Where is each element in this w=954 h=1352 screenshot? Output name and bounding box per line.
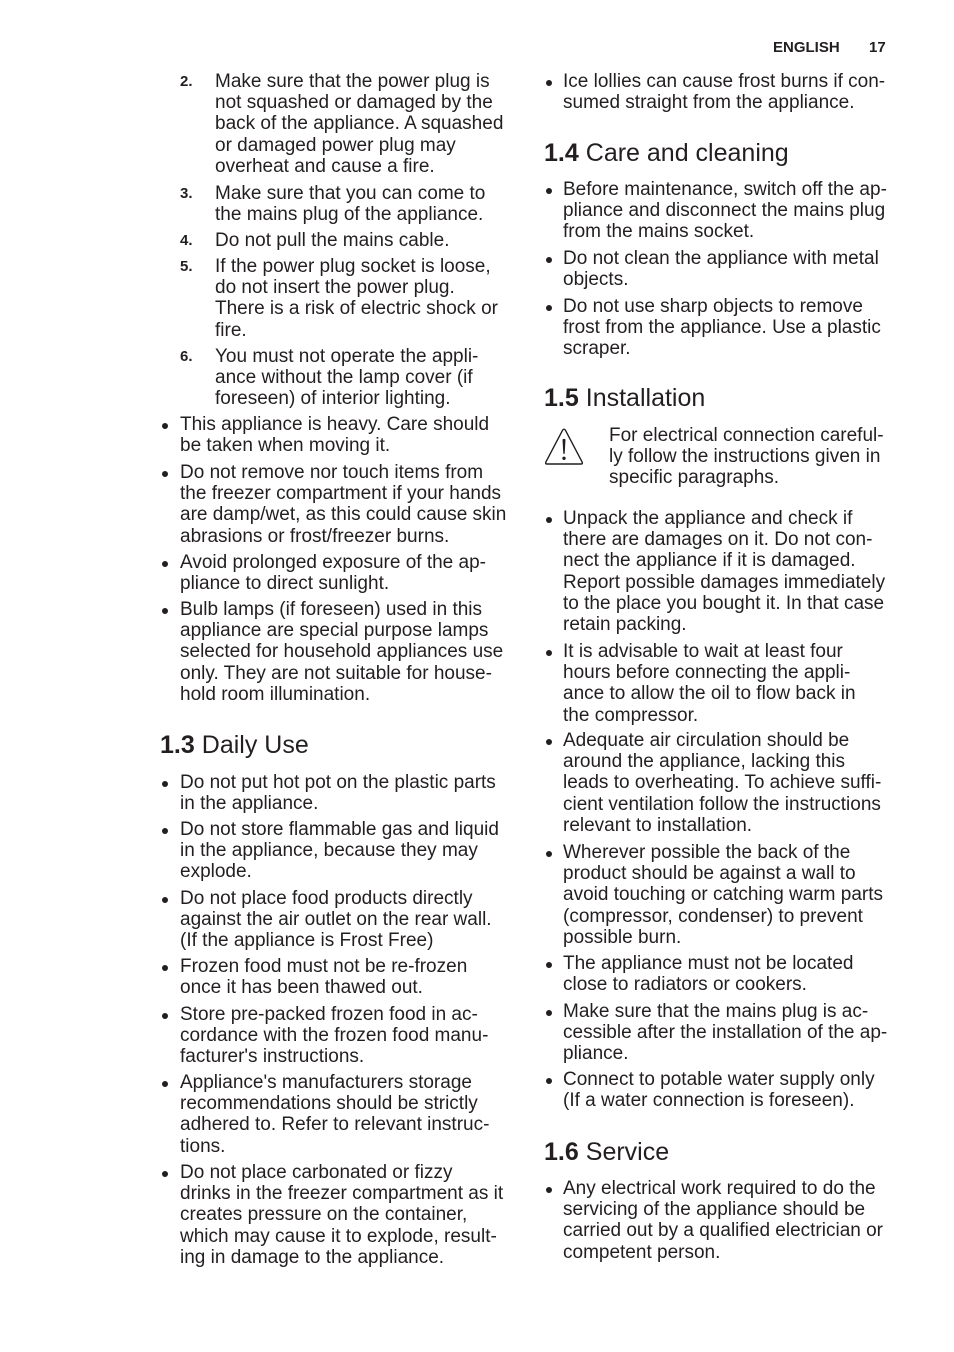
bullet-item — [563, 1178, 883, 1263]
bullet-text: Avoid prolonged exposure of the ap- pliance to direct sunlight. — [180, 552, 486, 595]
warning-note — [609, 425, 884, 489]
bullet-item — [180, 888, 492, 952]
bullet-text: It is advisable to wait at least four hours before connecting the appli- ance to allow the oil to flow back in the compressor. — [563, 641, 856, 726]
bullet-icon — [546, 188, 552, 194]
bullet-item — [180, 599, 503, 705]
bullet-icon — [546, 80, 552, 86]
bullet-icon — [546, 1187, 552, 1193]
section-number: 1.4 — [544, 139, 579, 167]
bullet-item — [563, 842, 883, 948]
item-number: 4. — [180, 232, 193, 249]
bullet-icon — [162, 608, 168, 614]
bullet-item — [563, 508, 885, 635]
bullet-icon — [162, 828, 168, 834]
numbered-list-item — [180, 71, 504, 177]
bullet-item — [563, 296, 881, 360]
bullet-text: Appliance's manufacturers storage recommendations should be strictly adhered to. Refer to relevant instruc- tions. — [180, 1072, 490, 1157]
section-number: 1.6 — [544, 1138, 579, 1166]
bullet-text: Connect to potable water supply only (If a water connection is foreseen). — [563, 1069, 875, 1112]
bullet-text: Any electrical work required to do the servicing of the appliance should be carried out by a qualified electrician or competent person. — [563, 1178, 884, 1263]
bullet-icon — [162, 781, 168, 787]
item-text: Make sure that you can come to the mains plug of the appliance. — [215, 183, 486, 226]
page-header-language: ENGLISH — [773, 39, 840, 56]
bullet-item — [563, 1001, 887, 1065]
page-number: 17 — [869, 39, 886, 56]
section-heading — [544, 383, 705, 413]
bullet-text: The appliance must not be located close to radiators or cookers. — [563, 953, 854, 996]
bullet-text: Wherever possible the back of the product should be against a wall to avoid touching or catching warm parts (compressor, condenser) to prevent possible burn. — [563, 842, 883, 948]
bullet-text: Unpack the appliance and check if there are damages on it. Do not con- nect the appliance if it is damaged. Report possible damages immediately to the place you bought it. In that case retain packing. — [563, 508, 886, 636]
item-number: 2. — [180, 73, 193, 90]
item-text: Make sure that the power plug is not squashed or damaged by the back of the appliance. A squashed or damaged power plug may overheat and cause a fire. — [215, 71, 504, 177]
bullet-text: Ice lollies can cause frost burns if con- sumed straight from the appliance. — [563, 71, 886, 114]
bullet-icon — [546, 305, 552, 311]
bullet-text: Bulb lamps (if foreseen) used in this appliance are special purpose lamps selected for household appliances use only. They are not suitable for house- hold room illumination. — [180, 599, 504, 705]
bullet-icon — [162, 1171, 168, 1177]
bullet-text: Do not clean the appliance with metal objects. — [563, 248, 879, 291]
bullet-icon — [162, 471, 168, 477]
bullet-text: Do not use sharp objects to remove frost from the appliance. Use a plastic scraper. — [563, 296, 881, 360]
bullet-item — [563, 71, 885, 113]
bullet-item — [180, 956, 467, 998]
bullet-text: Before maintenance, switch off the ap- pliance and disconnect the mains plug from the mains socket. — [563, 179, 887, 243]
item-number: 6. — [180, 348, 193, 365]
section-heading — [160, 730, 309, 760]
warning-text: For electrical connection careful- ly follow the instructions given in specific paragraphs. — [609, 425, 884, 489]
bullet-icon — [162, 965, 168, 971]
bullet-text: Do not remove nor touch items from the freezer compartment if your hands are damp/wet, as this could cause skin abrasions or frost/freezer burns. — [180, 462, 507, 547]
bullet-item — [180, 772, 496, 814]
bullet-item — [180, 462, 506, 547]
bullet-text: This appliance is heavy. Care should be taken when moving it. — [180, 414, 490, 457]
section-title: Installation — [585, 384, 706, 412]
bullet-item — [180, 1004, 488, 1068]
bullet-item — [180, 414, 489, 456]
bullet-icon — [546, 1010, 552, 1016]
bullet-text: Do not put hot pot on the plastic parts in the appliance. — [180, 772, 496, 815]
bullet-icon — [162, 1081, 168, 1087]
bullet-icon — [546, 257, 552, 263]
bullet-icon — [546, 962, 552, 968]
bullet-icon — [162, 897, 168, 903]
section-number: 1.5 — [544, 384, 579, 412]
bullet-text: Store pre-packed frozen food in ac- cordance with the frozen food manu- facturer's instructions. — [180, 1004, 489, 1068]
item-number: 3. — [180, 185, 193, 202]
bullet-text: Do not place carbonated or fizzy drinks in the freezer compartment as it creates pressure on the container, which may cause it to explode, result- ing in damage to the appliance. — [180, 1162, 504, 1268]
numbered-list-item — [180, 230, 450, 251]
section-number: 1.3 — [160, 731, 195, 759]
bullet-item — [180, 819, 499, 883]
item-number: 5. — [180, 258, 193, 275]
bullet-icon — [546, 1078, 552, 1084]
bullet-text: Frozen food must not be re-frozen once it has been thawed out. — [180, 956, 468, 999]
bullet-item — [563, 1069, 875, 1111]
bullet-icon — [162, 423, 168, 429]
bullet-text: Adequate air circulation should be around the appliance, lacking this leads to overheating. To achieve suffi- cient ventilation follow the instructions relevant to installation. — [563, 730, 882, 836]
bullet-item — [563, 730, 881, 836]
bullet-item — [563, 953, 853, 995]
bullet-icon — [546, 739, 552, 745]
bullet-item — [563, 248, 879, 290]
item-text: Do not pull the mains cable. — [215, 230, 450, 251]
item-text: You must not operate the appli- ance without the lamp cover (if foreseen) of interior lighting. — [215, 346, 479, 410]
item-text: If the power plug socket is loose, do not insert the power plug. There is a risk of electric shock or fire. — [215, 256, 498, 341]
section-title: Care and cleaning — [585, 139, 789, 167]
bullet-item — [563, 179, 887, 243]
bullet-text: Do not place food products directly against the air outlet on the rear wall. (If the appliance is Frost Free) — [180, 888, 492, 952]
bullet-icon — [546, 650, 552, 656]
section-heading — [544, 138, 789, 168]
bullet-icon — [546, 517, 552, 523]
numbered-list-item — [180, 183, 486, 226]
bullet-item — [180, 1162, 503, 1268]
bullet-item — [563, 641, 856, 726]
numbered-list-item — [180, 256, 498, 341]
bullet-icon — [546, 851, 552, 857]
section-title: Daily Use — [201, 731, 309, 759]
numbered-list-item — [180, 346, 479, 410]
bullet-icon — [162, 561, 168, 567]
bullet-text: Make sure that the mains plug is ac- cessible after the installation of the ap- pliance. — [563, 1001, 888, 1065]
bullet-text: Do not store flammable gas and liquid in the appliance, because they may explode. — [180, 819, 499, 883]
bullet-item — [180, 1072, 489, 1157]
bullet-icon — [162, 1013, 168, 1019]
warning-icon — [544, 427, 584, 466]
section-title: Service — [585, 1138, 670, 1166]
bullet-item — [180, 552, 486, 594]
section-heading — [544, 1137, 669, 1167]
